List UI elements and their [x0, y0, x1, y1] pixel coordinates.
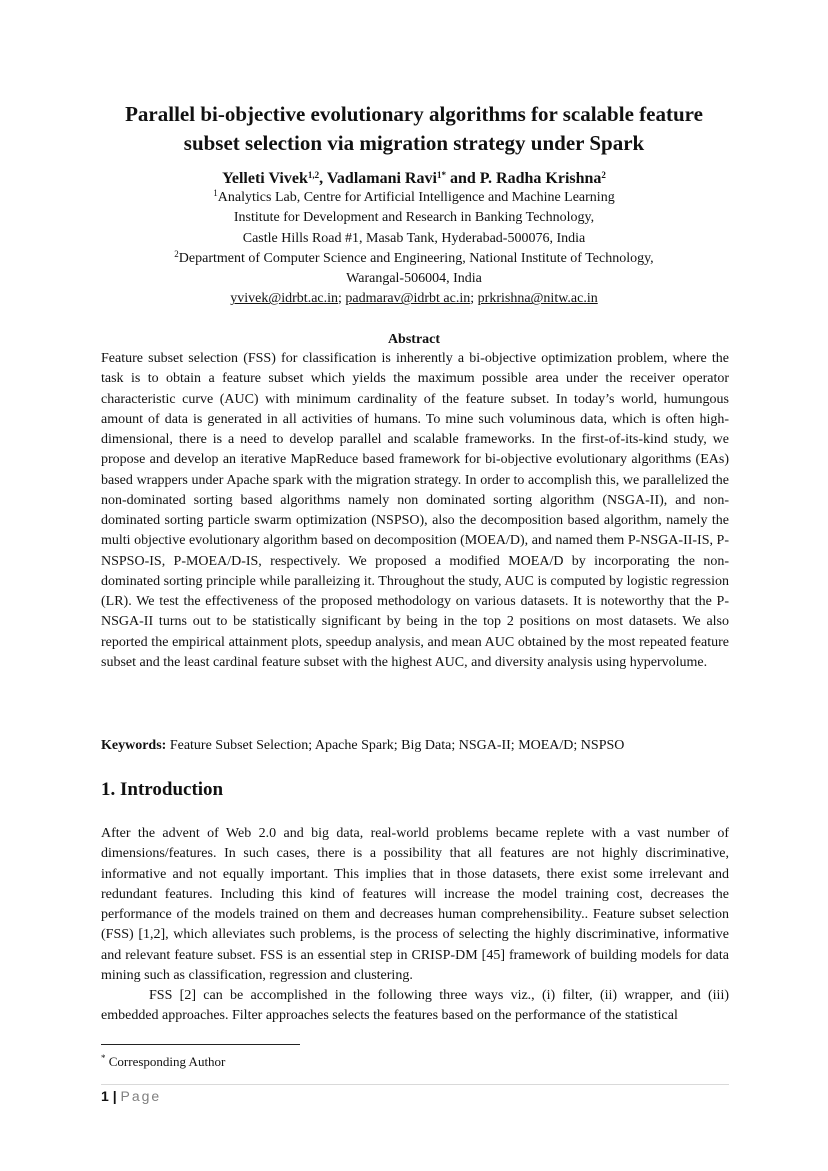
email-link[interactable]: padmarav@idrbt ac.in	[345, 291, 471, 307]
author-affiliation-mark: 1,2	[307, 170, 320, 180]
page-footer	[101, 1087, 161, 1105]
affiliation-line: Castle Hills Road #1, Masab Tank, Hyderabad-500076, India	[242, 230, 586, 246]
paragraph: FSS [2] can be accomplished in the following three ways viz., (i) filter, (ii) wrapper, and (iii) embedded approaches. Filter approaches selects the features based on the performance of the statistical	[101, 988, 729, 1024]
affiliation-line: Institute for Development and Research in Banking Technology,	[233, 210, 595, 226]
page-number: 1	[101, 1088, 109, 1104]
footer-separator: |	[112, 1088, 117, 1104]
author-name: Yelleti Vivek	[222, 170, 308, 187]
author-list: Yelleti Vivek$^{1,2}$, Vadlamani Ravi$^{1*}$ and P. Radha Krishna$^2$	[222, 170, 606, 187]
author-joiner: and	[449, 170, 476, 187]
author-affiliation-mark: 1*	[436, 170, 446, 180]
keywords-text: Feature Subset Selection; Apache Spark; Big Data; NSGA-II; MOEA/D; NSPSO	[169, 738, 625, 753]
author-name: Vadlamani Ravi	[326, 170, 437, 187]
email-list: yvivek@idrbt.ac.in; padmarav@idrbt ac.in; prkrishna@nitw.ac.in	[230, 291, 598, 307]
footnote-text: Corresponding Author	[108, 1054, 226, 1069]
affiliation-line: Warangal-506004, India	[346, 271, 482, 287]
email-link[interactable]: yvivek@idrbt.ac.in	[230, 291, 339, 307]
author-affiliation-mark: 2	[601, 170, 606, 180]
affiliation-mark: 1	[213, 188, 218, 198]
title-line-2: subset selection via migration strategy under Spark	[183, 131, 645, 155]
keywords-label: Keywords:	[101, 738, 167, 753]
footnote-mark: *	[101, 1053, 106, 1063]
paper-title	[60, 100, 768, 158]
footnote-divider	[101, 1044, 300, 1045]
title-line-1: Parallel bi-objective evolutionary algorithms for scalable feature	[125, 102, 703, 126]
email-link[interactable]: prkrishna@nitw.ac.in	[477, 291, 598, 307]
affiliation-block	[60, 188, 768, 310]
abstract-text: Feature subset selection (FSS) for classification is inherently a bi-objective optimization problem, where the task is to obtain a feature subset which yields the maximum possible area under the receiver operator characteristic curve (AUC) with minimum cardinality of the feature subset. In today’s world, humungous amount of data is generated in all activities of humans. To mine such voluminous data, which is often high-dimensional, there is a need to develop parallel and scalable frameworks. In the first-of-its-kind study, we propose and develop an iterative MapReduce based framework for bi-objective evolutionary algorithms (EAs) based wrappers under Apache spark with the migration strategy. In order to accomplish this, we parallelized the non-dominated sorting based algorithms namely non dominated sorting algorithm (NSGA-II), and non-dominated sorting particle swarm optimization (NSPSO), also the decomposition based algorithm, namely the multi objective evolutionary algorithm based on decomposition (MOEA/D), and named them P-NSGA-II-IS, P-NSPSO-IS, P-MOEA/D-IS, respectively. We proposed a modified MOEA/D by incorporating the non-dominated sorting principle while paralleizing it. Throughout the study, AUC is computed by logistic regression (LR). We test the effectiveness of the proposed methodology on various datasets. It is noteworthy that the P-NSGA-II turns out to be statistically significant by being in the top 2 positions on most datasets. We also reported the empirical attainment plots, speedup analysis, and mean AUC obtained by the most repeated feature subset and the least cardinal feature subset with the highest AUC, and diversity analysis using hypervolume.	[101, 351, 729, 670]
author-name: P. Radha Krishna	[479, 170, 602, 187]
footer-divider	[101, 1084, 729, 1085]
section-heading: 1. Introduction	[101, 779, 224, 800]
affiliation-line: $^1$Analytics Lab, Centre for Artificial Intelligence and Machine Learning	[213, 188, 615, 205]
footnote	[101, 1053, 225, 1071]
abstract-heading: Abstract	[387, 332, 441, 347]
page-word: Page	[120, 1088, 162, 1104]
affiliation-mark: 2	[174, 248, 179, 259]
introduction-body	[101, 824, 729, 1027]
keywords-line	[101, 736, 729, 756]
affiliation-line: $^2$Department of Computer Science and Engineering, National Institute of Technology,	[174, 248, 654, 266]
paragraph: After the advent of Web 2.0 and big data, real-world problems became replete with a vast number of dimensions/features. In such cases, there is a possibility that all features are not highly discriminative, informative and not equally important. This implies that in those datasets, there exist some irrelevant and redundant features. Including this kind of features will increase the model training cost, decreases the performance of the models trained on them and decreases human comprehensibility.. Feature subset selection (FSS) [1,2], which alleviates such problems, is the process of selecting the highly discriminative, informative and relevant feature subset. FSS is an essential step in CRISP-DM [45] framework of building models for data mining such as classification, regression and clustering.	[101, 826, 729, 983]
